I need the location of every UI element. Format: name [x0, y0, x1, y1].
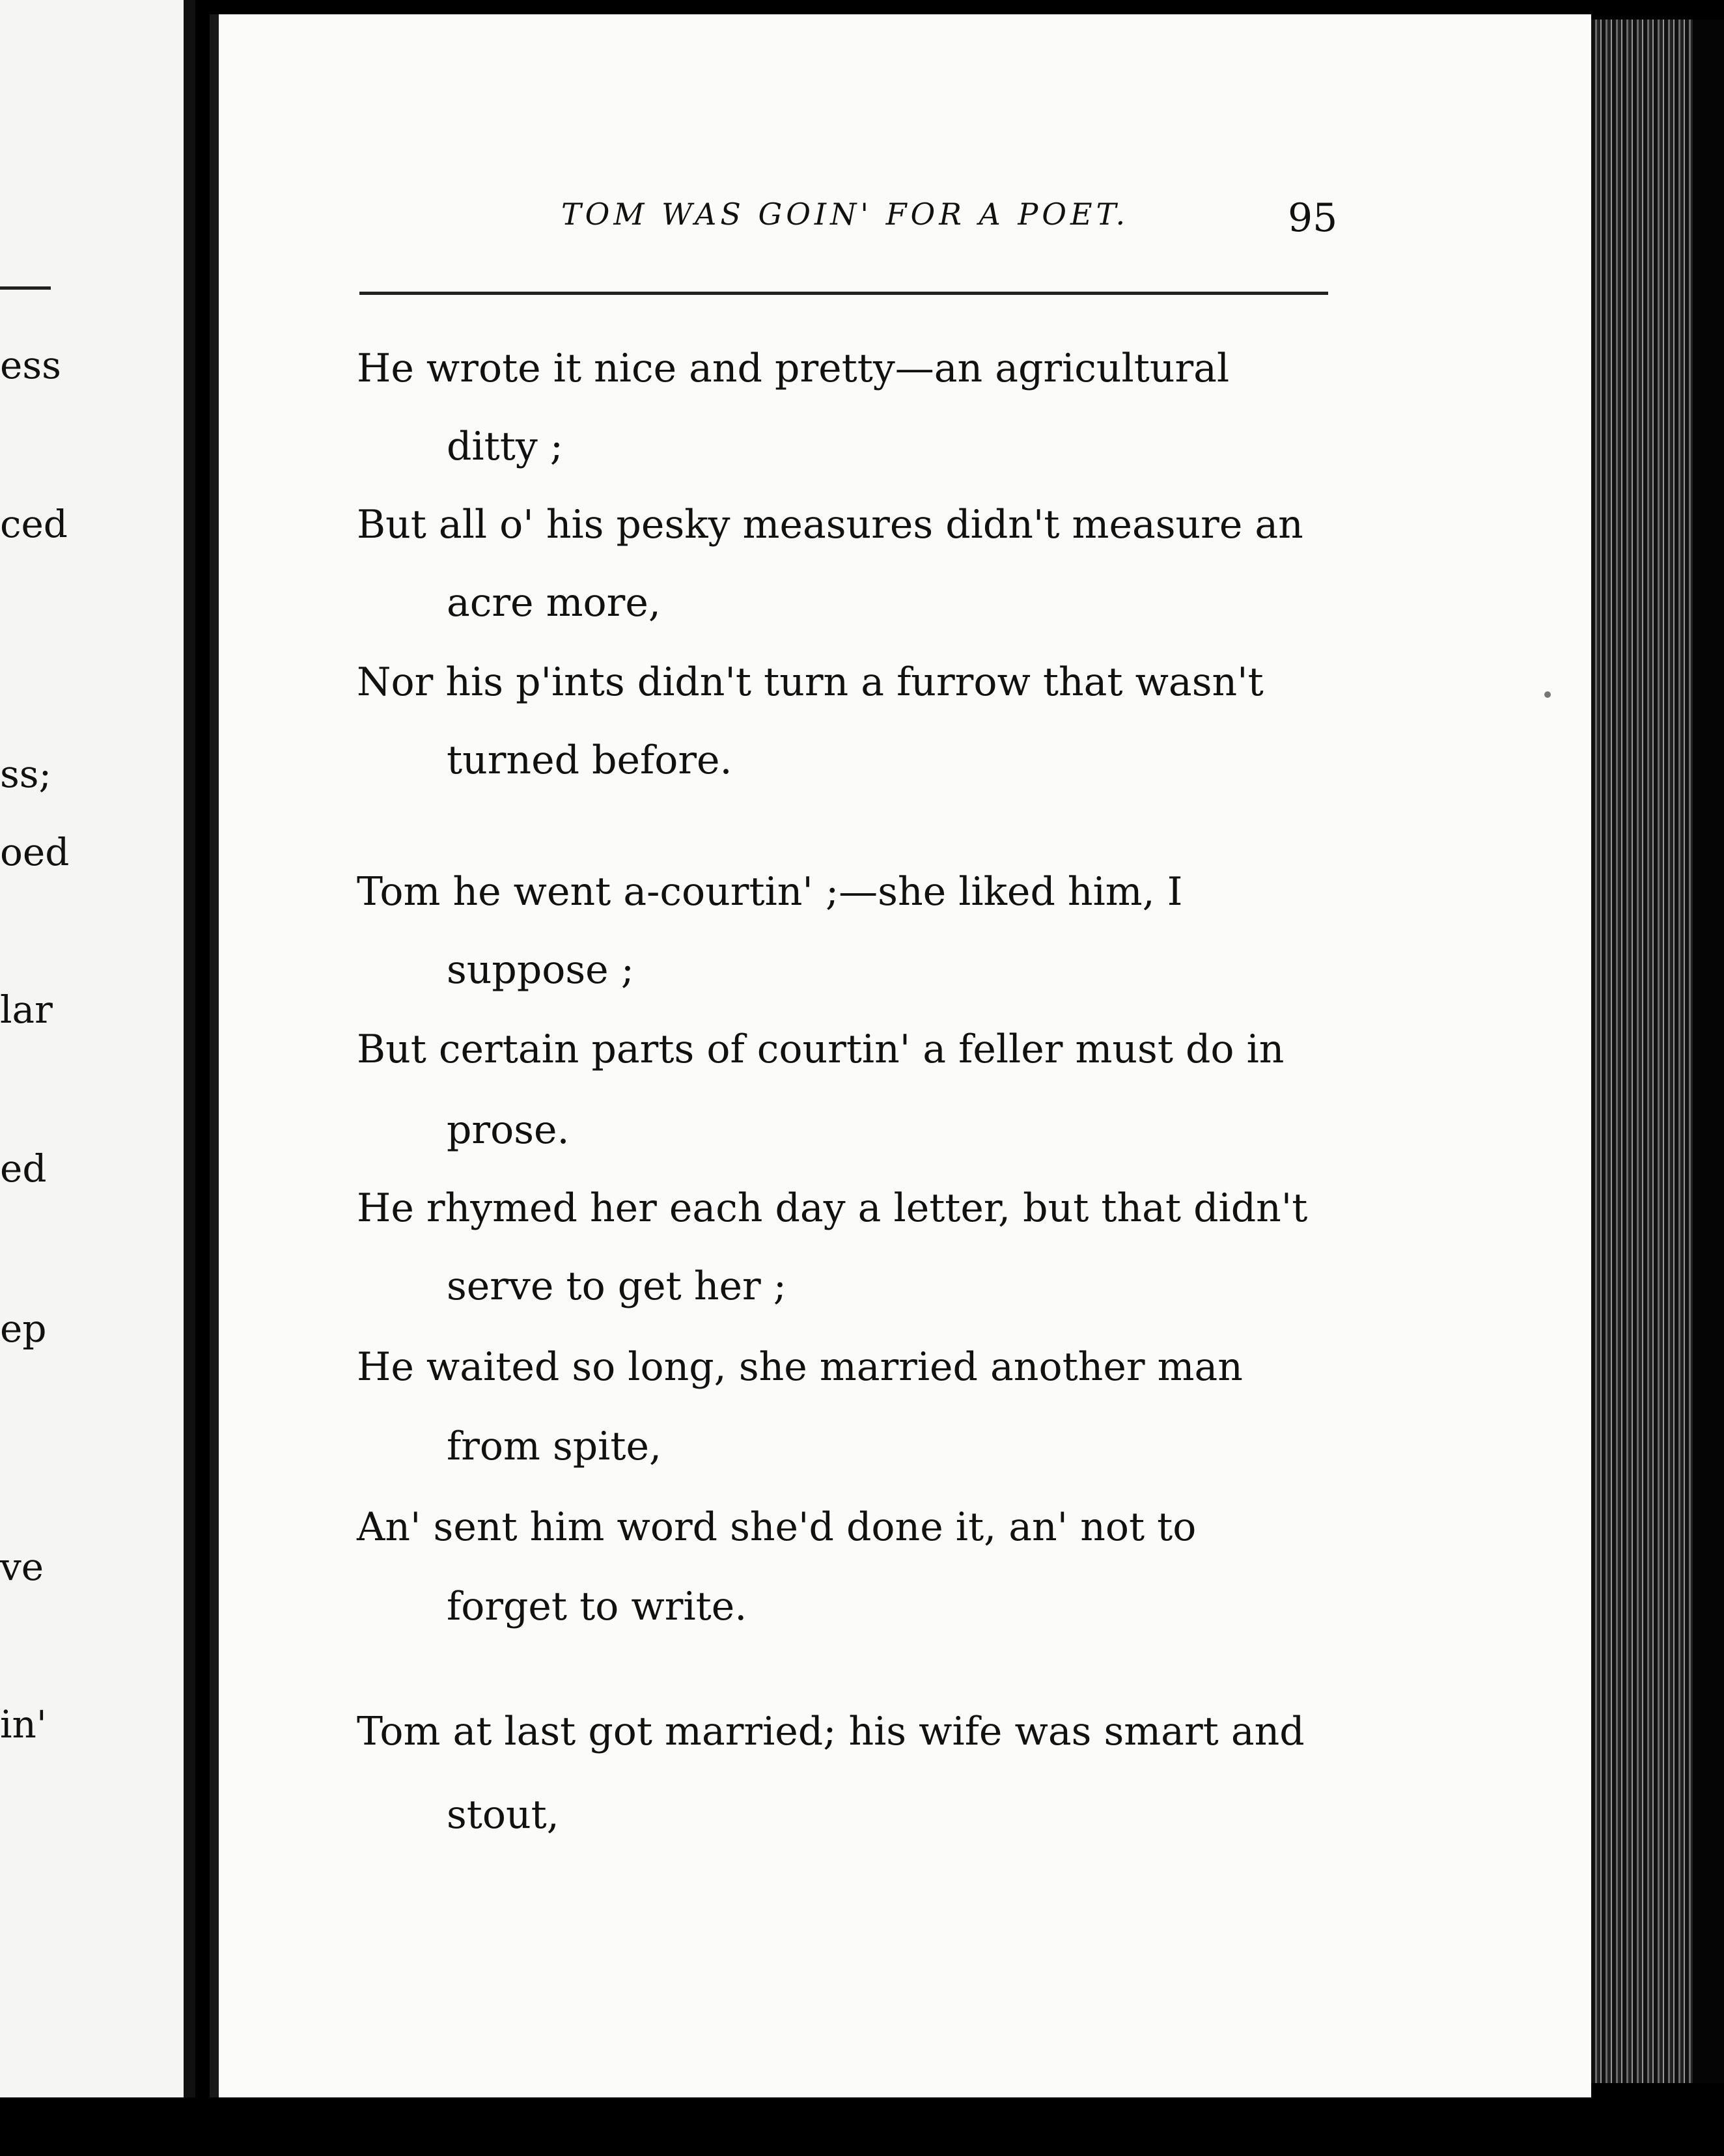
verse-line: But all o' his pesky measures didn't measure an — [357, 502, 1303, 547]
verse-line: Tom he went a-courtin' ;—she liked him, I — [357, 869, 1183, 915]
verse-line: He rhymed her each day a letter, but that didn't — [357, 1185, 1308, 1231]
scan-border — [0, 0, 1724, 14]
verse-line-continuation: serve to get her ; — [447, 1264, 786, 1309]
verse-line: Nor his p'ints didn't turn a furrow that wasn't — [357, 659, 1264, 705]
verse-line-continuation: suppose ; — [447, 947, 634, 993]
paper-speck — [1544, 691, 1551, 698]
left-page-fragment: ced — [0, 502, 68, 546]
verse-line-continuation: forget to write. — [447, 1584, 747, 1629]
verse-line: An' sent him word she'd done it, an' not to — [357, 1504, 1197, 1550]
header-rule — [359, 292, 1328, 295]
verse-line: He waited so long, she married another man — [357, 1344, 1243, 1390]
left-page-rule — [0, 286, 51, 290]
left-page-fragment: ed — [0, 1146, 47, 1191]
left-page-fragment: in' — [0, 1702, 47, 1747]
left-page-fragment: ss; — [0, 752, 52, 796]
left-page — [0, 0, 195, 2116]
verse-line-continuation: turned before. — [447, 738, 732, 783]
verse-line-continuation: from spite, — [447, 1424, 662, 1469]
page-number: 95 — [1288, 195, 1338, 241]
scan-border-bottom — [0, 2097, 1724, 2156]
verse-line: He wrote it nice and pretty—an agricultural — [357, 346, 1230, 391]
verse-line-continuation: stout, — [447, 1792, 559, 1838]
left-page-fragment: ve — [0, 1545, 44, 1589]
verse-line-continuation: acre more, — [447, 580, 661, 626]
left-page-fragment: lar — [0, 988, 53, 1032]
verse-line-continuation: ditty ; — [447, 424, 564, 469]
verse-line-continuation: prose. — [447, 1107, 570, 1153]
book-edge-shadow — [1693, 20, 1724, 2083]
left-page-fragment: ep — [0, 1306, 47, 1351]
left-page-fragment: oed — [0, 830, 70, 874]
running-title: TOM WAS GOIN' FOR A POET. — [561, 197, 1130, 232]
verse-line: Tom at last got married; his wife was smart and — [357, 1709, 1305, 1754]
verse-line: But certain parts of courtin' a feller must do in — [357, 1027, 1285, 1072]
left-page-fragment: ess — [0, 343, 61, 387]
